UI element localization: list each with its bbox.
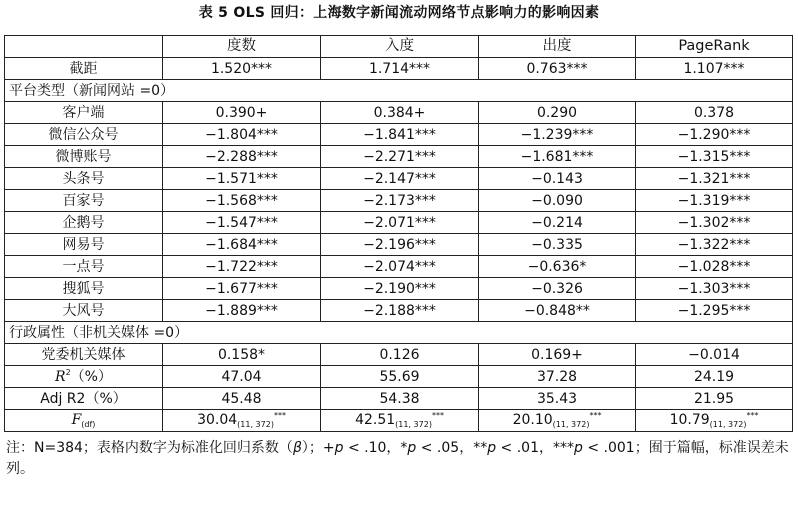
coef-cell: −0.636* <box>479 256 636 278</box>
note-middle: ）；+ <box>301 440 335 456</box>
group-row <box>5 80 793 102</box>
f-df: (11, 372) <box>237 420 274 429</box>
row-label: 网易号 <box>5 234 163 256</box>
row-label: 企鹅号 <box>5 212 163 234</box>
f-value: 10.79 <box>669 412 710 428</box>
coef-cell: −1.722*** <box>163 256 321 278</box>
row-label: 大风号 <box>5 300 163 322</box>
note-t3: < .01，*** <box>496 440 574 456</box>
note-t1: < .10，* <box>343 440 408 456</box>
coef-cell: 55.69 <box>321 366 479 388</box>
coef-cell: −2.173*** <box>321 190 479 212</box>
regression-table <box>4 35 793 432</box>
coef-cell: −0.014 <box>636 344 793 366</box>
coef-cell: 0.158* <box>163 344 321 366</box>
coef-cell: 0.384+ <box>321 102 479 124</box>
coef-cell: −1.571*** <box>163 168 321 190</box>
coef-cell: −2.074*** <box>321 256 479 278</box>
coef-cell: −1.841*** <box>321 124 479 146</box>
row-label: 微信公众号 <box>5 124 163 146</box>
row-label: 一点号 <box>5 256 163 278</box>
note-prefix: 注：N=384；表格内数字为标准化回归系数（ <box>6 440 293 456</box>
f-df: (11, 372) <box>709 420 747 429</box>
coef-cell: −1.303*** <box>636 278 793 300</box>
table-row <box>5 388 793 410</box>
coef-cell: −2.288*** <box>163 146 321 168</box>
f-stars: *** <box>273 411 286 420</box>
note-t4: < .001；囿于篇幅，标准误差未列。 <box>6 440 789 477</box>
table-row <box>5 212 793 234</box>
table-row <box>5 124 793 146</box>
table-note <box>6 438 796 480</box>
coef-cell: −1.804*** <box>163 124 321 146</box>
f-stat-cell <box>479 410 636 432</box>
table-row <box>5 256 793 278</box>
coef-cell: −1.319*** <box>636 190 793 212</box>
coef-cell: 0.378 <box>636 102 793 124</box>
row-label: 党委机关媒体 <box>5 344 163 366</box>
coef-cell: −2.271*** <box>321 146 479 168</box>
coef-cell: −2.190*** <box>321 278 479 300</box>
row-label: 微博账号 <box>5 146 163 168</box>
note-p1: p <box>334 440 344 456</box>
coef-cell: −0.326 <box>479 278 636 300</box>
coef-cell: −1.677*** <box>163 278 321 300</box>
group-label: 行政属性（非机关媒体 =0） <box>5 322 793 344</box>
header-cell-degree: 度数 <box>163 36 321 58</box>
coef-cell: 54.38 <box>321 388 479 410</box>
coef-cell: 0.390+ <box>163 102 321 124</box>
row-label: $R^2(\%)$ <box>5 366 163 388</box>
note-p3: p <box>487 440 497 456</box>
coef-cell: 0.763*** <box>479 58 636 80</box>
coef-cell: −1.315*** <box>636 146 793 168</box>
f-value: 20.10 <box>512 412 553 428</box>
row-label: 头条号 <box>5 168 163 190</box>
coef-cell: −0.143 <box>479 168 636 190</box>
coef-cell: 47.04 <box>163 366 321 388</box>
coef-cell: −1.322*** <box>636 234 793 256</box>
header-cell-pagerank: PageRank <box>636 36 793 58</box>
f-df: (11, 372) <box>552 420 590 429</box>
table-row <box>5 300 793 322</box>
row-label: 百家号 <box>5 190 163 212</box>
f-label: F <box>71 411 82 428</box>
note-p2: p <box>407 440 417 456</box>
coef-cell: −2.196*** <box>321 234 479 256</box>
coef-cell: −1.889*** <box>163 300 321 322</box>
coef-cell: 1.107*** <box>636 58 793 80</box>
f-stat-cell <box>163 410 321 432</box>
f-stars: *** <box>746 411 759 420</box>
group-row <box>5 322 793 344</box>
f-label-sub: (df) <box>81 419 96 429</box>
table-row <box>5 366 793 388</box>
f-value: 42.51 <box>355 412 396 428</box>
table-row <box>5 102 793 124</box>
table-row <box>5 234 793 256</box>
group-label: 平台类型（新闻网站 =0） <box>5 80 793 102</box>
coef-cell: −1.295*** <box>636 300 793 322</box>
coef-cell: 1.714*** <box>321 58 479 80</box>
table-row <box>5 190 793 212</box>
coef-cell: −1.302*** <box>636 212 793 234</box>
f-row-label <box>5 410 163 432</box>
coef-cell: −1.321*** <box>636 168 793 190</box>
table-caption: 表 5 OLS 回归：上海数字新闻流动网络节点影响力的影响因素 <box>198 5 600 21</box>
f-stat-row <box>5 410 793 432</box>
f-stat-cell <box>321 410 479 432</box>
table-row <box>5 146 793 168</box>
row-label: Adj R2（%） <box>5 388 163 410</box>
coef-cell: 1.520*** <box>163 58 321 80</box>
header-row <box>5 36 793 58</box>
f-value: 30.04 <box>197 412 238 428</box>
coef-cell: −1.684*** <box>163 234 321 256</box>
coef-cell: −1.290*** <box>636 124 793 146</box>
coef-cell: 37.28 <box>479 366 636 388</box>
coef-cell: −0.335 <box>479 234 636 256</box>
coef-cell: −2.147*** <box>321 168 479 190</box>
coef-cell: −2.188*** <box>321 300 479 322</box>
table-row <box>5 58 793 80</box>
coef-cell: 0.169+ <box>479 344 636 366</box>
table-body <box>5 58 793 432</box>
coef-cell: −0.090 <box>479 190 636 212</box>
coef-cell: −2.071*** <box>321 212 479 234</box>
coef-cell: −1.568*** <box>163 190 321 212</box>
table-row <box>5 168 793 190</box>
coef-cell: 21.95 <box>636 388 793 410</box>
f-stars: *** <box>589 411 602 420</box>
coef-cell: −1.681*** <box>479 146 636 168</box>
table-row <box>5 278 793 300</box>
coef-cell: 35.43 <box>479 388 636 410</box>
coef-cell: −1.028*** <box>636 256 793 278</box>
header-cell-in-degree: 入度 <box>321 36 479 58</box>
row-label: 截距 <box>5 58 163 80</box>
f-stat-cell <box>636 410 793 432</box>
coef-cell: −1.239*** <box>479 124 636 146</box>
header-cell-corner <box>5 36 163 58</box>
row-label: 搜狐号 <box>5 278 163 300</box>
note-t2: < .05，** <box>416 440 488 456</box>
coef-cell: 0.126 <box>321 344 479 366</box>
header-cell-out-degree: 出度 <box>479 36 636 58</box>
table-row <box>5 344 793 366</box>
row-label: 客户端 <box>5 102 163 124</box>
f-stars: *** <box>431 411 444 420</box>
note-p4: p <box>574 440 583 456</box>
coef-cell: 24.19 <box>636 366 793 388</box>
f-df: (11, 372) <box>395 420 432 429</box>
coef-cell: 45.48 <box>163 388 321 410</box>
coef-cell: −0.214 <box>479 212 636 234</box>
coef-cell: −0.848** <box>479 300 636 322</box>
coef-cell: 0.290 <box>479 102 636 124</box>
coef-cell: −1.547*** <box>163 212 321 234</box>
note-beta: β <box>292 440 302 456</box>
